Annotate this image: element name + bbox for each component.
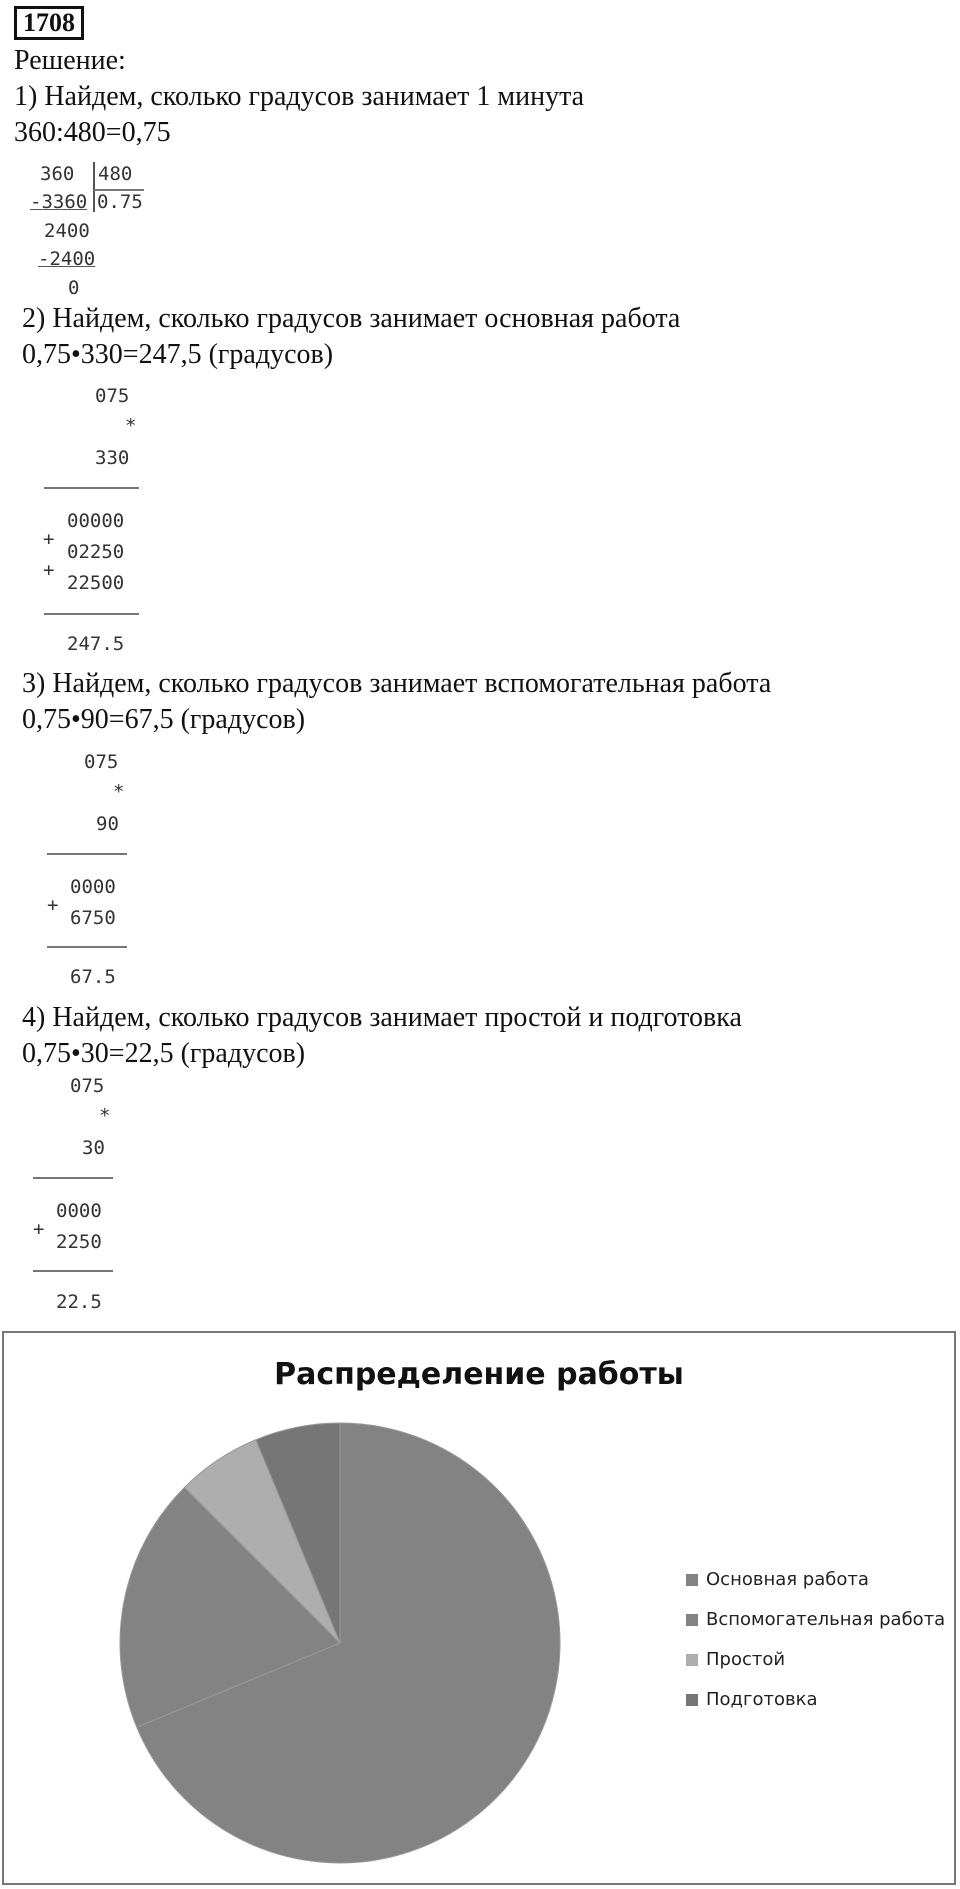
- legend-label: Подготовка: [706, 1689, 818, 1710]
- mult4-result: 22.5: [56, 1291, 102, 1313]
- solution-label: Решение:: [14, 45, 126, 76]
- mult2-line-1: [44, 487, 139, 489]
- pie-chart: [4, 1333, 954, 1883]
- mult3-line-2: [47, 946, 127, 948]
- legend-label: Простой: [706, 1649, 786, 1670]
- mult4-partial-2: 2250: [56, 1231, 102, 1253]
- mult4-line-1: [33, 1177, 113, 1179]
- mult4-factor-a: 075: [70, 1075, 105, 1097]
- legend-swatch: [686, 1574, 698, 1586]
- chart-title: Распределение работы: [274, 1357, 684, 1392]
- division-divisor: 480: [98, 163, 133, 185]
- mult2-factor-b: 330: [95, 447, 130, 469]
- division-quotient: 0.75: [97, 191, 143, 213]
- legend-swatch: [686, 1654, 698, 1666]
- division-remainder-2: 0: [68, 277, 80, 299]
- mult3-partial-2: 6750: [70, 907, 116, 929]
- mult2-line-2: [44, 613, 139, 615]
- legend-swatch: [686, 1614, 698, 1626]
- mult3-operator: *: [113, 781, 125, 803]
- step-2-equation: 0,75•330=247,5 (градусов): [22, 339, 334, 370]
- problem-number: 1708: [14, 6, 84, 40]
- mult2-partial-1: 00000: [67, 510, 125, 532]
- legend-item-1: [686, 1569, 869, 1590]
- mult4-partial-1: 0000: [56, 1200, 102, 1222]
- legend-item-2: [686, 1609, 945, 1630]
- step-4-title: 4) Найдем, сколько градусов занимает простой и подготовка: [22, 1002, 742, 1033]
- mult2-partial-3: 22500: [67, 572, 125, 594]
- division-subtrahend-2: -2400: [38, 248, 96, 270]
- division-vertical-line: [93, 162, 95, 212]
- mult3-line-1: [47, 853, 127, 855]
- division-remainder-1: 2400: [44, 220, 90, 242]
- mult2-result: 247.5: [67, 633, 125, 655]
- mult3-plus: +: [47, 894, 59, 916]
- step-1-title: 1) Найдем, сколько градусов занимает 1 минута: [14, 81, 585, 112]
- mult3-result: 67.5: [70, 966, 116, 988]
- legend-item-4: [686, 1689, 817, 1710]
- step-1-equation: 360:480=0,75: [14, 117, 171, 148]
- mult2-operator: *: [125, 415, 137, 437]
- division-dividend: 360: [40, 163, 75, 185]
- legend-label: Вспомогательная работа: [706, 1609, 946, 1630]
- mult4-operator: *: [99, 1105, 111, 1127]
- mult2-partial-2: 02250: [67, 541, 125, 563]
- mult2-factor-a: 075: [95, 385, 130, 407]
- mult4-factor-b: 30: [82, 1137, 105, 1159]
- mult4-plus: +: [33, 1218, 45, 1240]
- mult3-factor-b: 90: [96, 813, 119, 835]
- mult3-partial-1: 0000: [70, 876, 116, 898]
- mult2-plus-2: +: [43, 559, 55, 581]
- step-3-title: 3) Найдем, сколько градусов занимает вспомогательная работа: [22, 668, 772, 699]
- step-3-equation: 0,75•90=67,5 (градусов): [22, 704, 306, 735]
- legend-swatch: [686, 1694, 698, 1706]
- step-4-equation: 0,75•30=22,5 (градусов): [22, 1038, 306, 1069]
- mult4-line-2: [33, 1270, 113, 1272]
- pie-chart-frame: [2, 1331, 956, 1885]
- legend-item-3: [686, 1649, 785, 1670]
- division-subtrahend-1: -3360: [30, 191, 88, 213]
- mult3-factor-a: 075: [84, 751, 119, 773]
- mult2-plus-1: +: [43, 528, 55, 550]
- legend-label: Основная работа: [706, 1569, 869, 1590]
- step-2-title: 2) Найдем, сколько градусов занимает основная работа: [22, 303, 681, 334]
